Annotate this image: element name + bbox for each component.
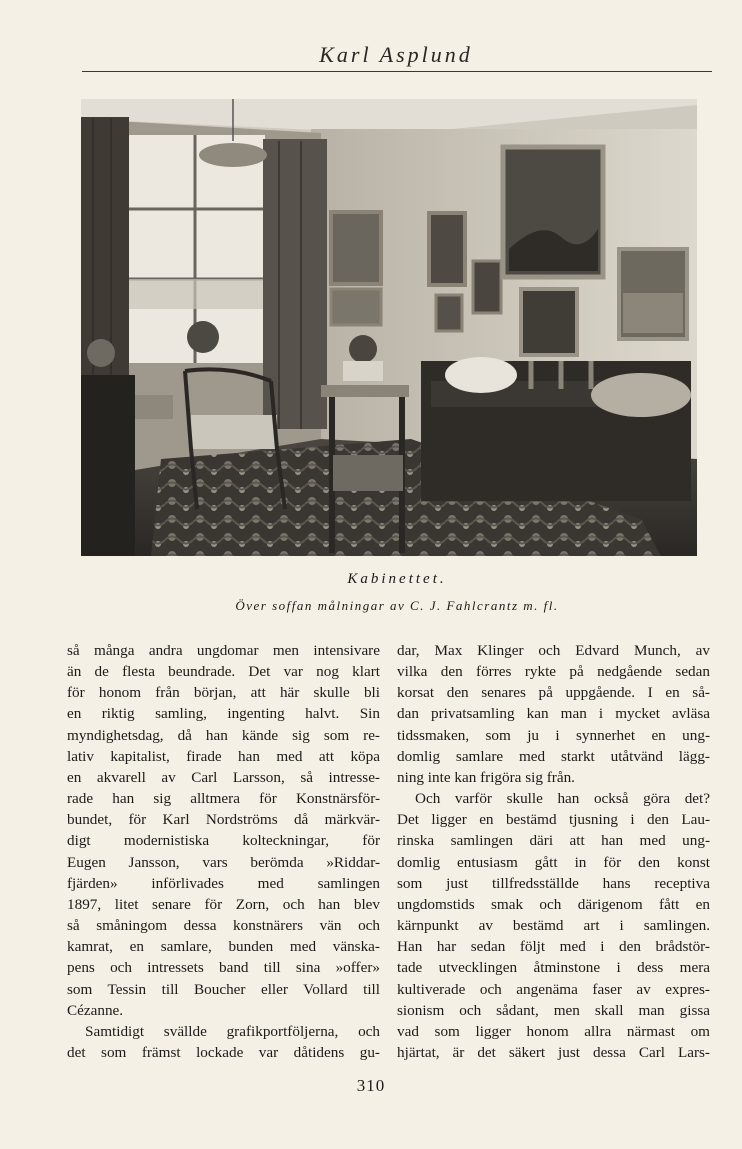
text-line: rade han sig alltmera för Konstnärsför- [67, 790, 380, 808]
text-line: ning inte kan frigöra sig från. [397, 768, 575, 786]
page-number: 310 [356, 1076, 386, 1095]
text-line: domlig samlare med starkt utåtvänd lägg- [397, 747, 710, 765]
body-column-right [397, 640, 710, 1063]
text-line: korsat den senares på uppgående. I en så- [397, 684, 710, 702]
text-line: pens och intressets band till sina »offer» [67, 959, 380, 977]
interior-photograph [81, 99, 697, 556]
text-line: ungdomstids smak och därigenom fått en [397, 895, 710, 913]
text-line: Cézanne. [67, 1001, 124, 1019]
text-line: som just tillfredsställde hans receptiva [397, 874, 710, 892]
body-column-left [67, 640, 380, 1063]
header-rule [82, 71, 712, 72]
text-line: vilka den förres rykte på nedgående sedan [397, 663, 710, 681]
paragraph [67, 1021, 380, 1063]
text-line: än de flesta beundrade. Det var nog klart [67, 663, 380, 681]
text-line: kärnpunkt av bestämd art i samlingen. [397, 917, 710, 935]
paragraph [67, 640, 380, 1021]
text-line: Samtidigt svällde grafikportföljerna, och [85, 1022, 380, 1040]
text-line: kamrat, en samlare, bunden med vänska- [67, 938, 380, 956]
text-line: för honom från början, att här skulle bli [67, 684, 380, 702]
text-line: lativ kapitalist, firade han med att köpa [67, 747, 380, 765]
text-line: 1897, litet senare för Zorn, och han blev [67, 895, 380, 913]
text-line: Det ligger en bestämd tjusning i den Lau- [397, 811, 710, 829]
text-line: en riktig samling, ingenting halvt. Sin [67, 705, 380, 723]
text-line: Han har sedan följt med i den brådstör- [397, 938, 710, 956]
text-line: dan privatsamling kan man i mycket avläsa [397, 705, 710, 723]
text-line: myndighetsdag, då han kände sig som re- [67, 726, 380, 744]
text-line: dar, Max Klinger och Edvard Munch, av [397, 642, 710, 659]
figure-caption-subtitle: Över soffan målningar av C. J. Fahlcrantz m. fl. [235, 598, 559, 613]
text-line: det som främst lockade var dåtidens gu- [67, 1043, 380, 1061]
paragraph [397, 640, 710, 788]
text-line: bundet, för Karl Nordströms då märkvär- [67, 811, 380, 829]
text-line: som Tessin till Boucher eller Vollard till [67, 980, 380, 998]
text-line: fjärden» införlivades med samlingen [67, 874, 380, 892]
text-line: kultiverade och angenäma faser av expres- [397, 980, 710, 998]
running-head: Karl Asplund [319, 42, 473, 67]
text-line: Och varför skulle han också göra det? [415, 790, 710, 808]
text-line: sionism och sådant, men skall man gissa [397, 1001, 710, 1019]
text-line: en akvarell av Carl Larsson, så intresse- [67, 768, 380, 786]
figure-caption-title: Kabinettet. [347, 571, 447, 587]
text-line: domlig entusiasm gått in för den konst [397, 853, 710, 871]
text-line: digt modernistiska kolteckningar, för [67, 832, 380, 850]
text-line: tade utvecklingen åtminstone i dess mera [397, 959, 710, 977]
text-line: rinska samlingen däri att han med ung- [397, 832, 710, 850]
text-line: så småningom dessa konstnärers vän och [67, 917, 380, 935]
text-line: tidssmaken, som ju i synnerhet en ung- [397, 726, 710, 744]
text-line: så många andra ungdomar men intensivare [67, 642, 380, 659]
text-line: hjärtat, är det säkert just dessa Carl Lars- [397, 1043, 710, 1061]
text-line: vad som ligger honom allra närmast om [397, 1022, 710, 1040]
paragraph [397, 788, 710, 1063]
text-line: Eugen Jansson, vars berömda »Riddar- [67, 853, 380, 871]
